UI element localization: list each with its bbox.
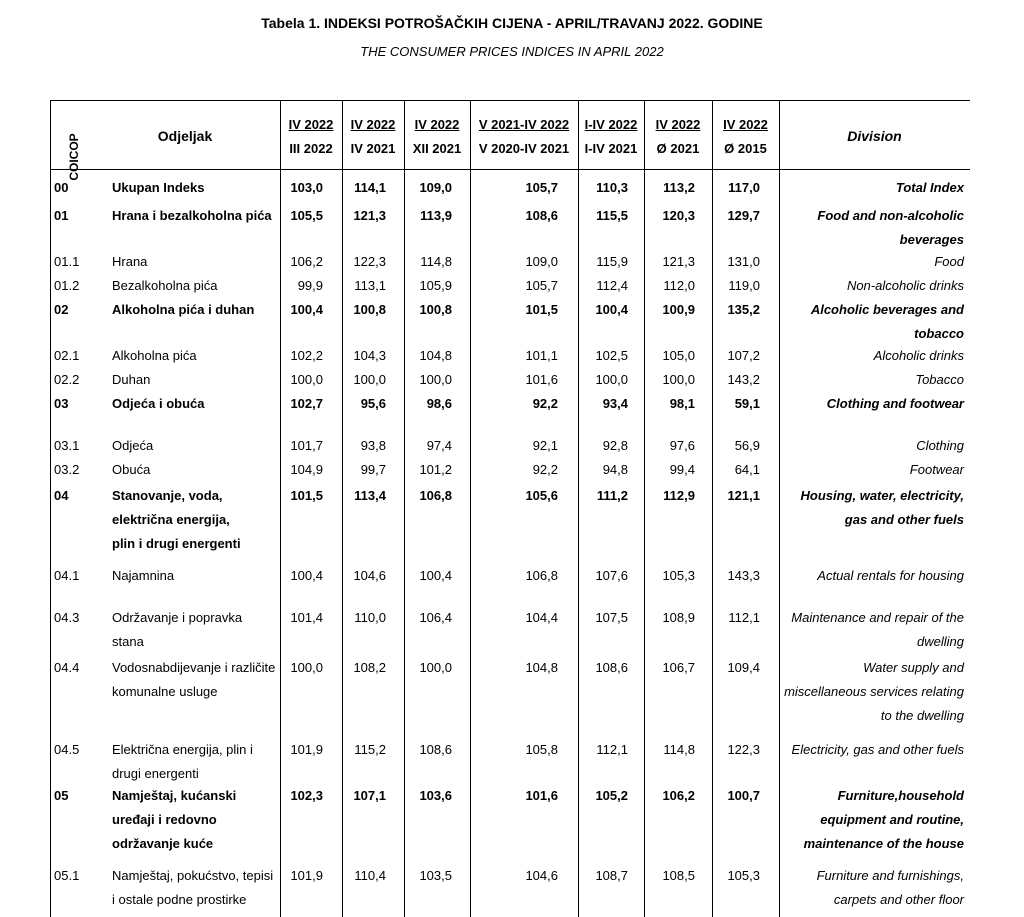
- row-value: 100,0: [419, 660, 452, 675]
- row-division: maintenance of the house: [803, 836, 964, 851]
- row-value: 113,1: [354, 278, 386, 293]
- row-value: 100,4: [290, 302, 323, 317]
- row-value: 103,6: [419, 788, 452, 803]
- row-name: Hrana i bezalkoholna pića: [112, 208, 272, 223]
- row-value: 114,8: [663, 742, 695, 757]
- row-code: 05.1: [54, 868, 80, 883]
- col-header-top: IV 2022: [350, 117, 396, 132]
- row-value: 105,9: [419, 278, 452, 293]
- row-name: Bezalkoholna pića: [112, 278, 218, 293]
- row-value: 106,4: [419, 610, 452, 625]
- cpi-table: [50, 100, 970, 917]
- col-header-bottom: V 2020-IV 2021: [478, 141, 570, 156]
- row-value: 106,8: [419, 488, 452, 503]
- row-code: 02: [54, 302, 69, 317]
- row-code: 02.2: [54, 372, 80, 387]
- row-division: dwelling: [917, 634, 964, 649]
- row-code: 04.4: [54, 660, 80, 675]
- row-value: 135,2: [727, 302, 760, 317]
- row-value: 107,5: [595, 610, 628, 625]
- row-value: 99,9: [297, 278, 323, 293]
- row-name: Hrana: [112, 254, 148, 269]
- row-value: 105,7: [525, 278, 558, 293]
- row-division: Maintenance and repair of the: [791, 610, 964, 625]
- col-line: [470, 100, 471, 917]
- row-value: 100,0: [353, 372, 386, 387]
- row-value: 100,8: [419, 302, 452, 317]
- row-name: Održavanje i popravka: [112, 610, 243, 625]
- row-name: Odjeća: [112, 438, 154, 453]
- row-division: Actual rentals for housing: [817, 568, 964, 583]
- row-value: 100,0: [662, 372, 695, 387]
- row-division: Food: [934, 254, 964, 269]
- col-header-bottom: Ø 2015: [724, 141, 767, 156]
- row-name: Obuća: [112, 462, 151, 477]
- row-value: 112,0: [663, 278, 695, 293]
- row-value: 98,1: [669, 396, 695, 411]
- row-value: 104,4: [525, 610, 558, 625]
- row-value: 112,4: [596, 278, 628, 293]
- odjeljak-header: Odjeljak: [157, 128, 213, 144]
- row-value: 100,0: [290, 660, 323, 675]
- row-value: 113,4: [354, 488, 386, 503]
- row-value: 102,5: [595, 348, 628, 363]
- col-header-bottom: I-IV 2021: [584, 141, 638, 156]
- row-name: i ostale podne prostirke: [112, 892, 247, 907]
- row-value: 100,0: [419, 372, 452, 387]
- row-division: to the dwelling: [880, 708, 964, 723]
- row-value: 108,6: [419, 742, 452, 757]
- row-division: Total Index: [895, 180, 964, 195]
- row-name: Odjeća i obuća: [112, 396, 205, 411]
- row-value: 114,8: [420, 254, 452, 269]
- row-value: 106,8: [525, 568, 558, 583]
- row-value: 110,0: [354, 610, 386, 625]
- col-header-top: IV 2022: [655, 117, 701, 132]
- row-value: 100,0: [290, 372, 323, 387]
- table-top-rule: [50, 100, 970, 101]
- row-code: 00: [54, 180, 69, 195]
- row-value: 102,2: [290, 348, 323, 363]
- row-value: 101,4: [290, 610, 323, 625]
- row-value: 112,9: [663, 488, 695, 503]
- row-value: 104,6: [353, 568, 386, 583]
- row-value: 122,3: [727, 742, 760, 757]
- row-value: 105,7: [525, 180, 558, 195]
- row-value: 104,8: [525, 660, 558, 675]
- row-value: 93,8: [360, 438, 386, 453]
- row-value: 113,9: [420, 208, 452, 223]
- row-value: 129,7: [727, 208, 760, 223]
- col-header-top: IV 2022: [723, 117, 768, 132]
- row-value: 121,3: [353, 208, 386, 223]
- row-value: 101,5: [525, 302, 558, 317]
- row-value: 117,0: [728, 180, 760, 195]
- row-value: 110,3: [596, 180, 628, 195]
- row-value: 105,0: [662, 348, 695, 363]
- col-header-bottom: XII 2021: [412, 141, 462, 156]
- row-division: miscellaneous services relating: [784, 684, 964, 699]
- row-division: Furniture and furnishings,: [816, 868, 964, 883]
- row-name: Električna energija, plin i: [112, 742, 253, 757]
- row-code: 04.5: [54, 742, 80, 757]
- row-value: 106,2: [662, 788, 695, 803]
- row-division: Housing, water, electricity,: [800, 488, 964, 503]
- row-name: Ukupan Indeks: [112, 180, 205, 195]
- row-value: 95,6: [360, 396, 386, 411]
- row-name: Namještaj, kućanski: [112, 788, 237, 803]
- row-division: Electricity, gas and other fuels: [791, 742, 964, 757]
- row-value: 111,2: [596, 488, 628, 503]
- row-value: 119,0: [728, 278, 760, 293]
- row-value: 107,1: [353, 788, 386, 803]
- row-value: 99,4: [669, 462, 695, 477]
- row-value: 107,2: [727, 348, 760, 363]
- row-name: Duhan: [112, 372, 151, 387]
- col-header-top: V 2021-IV 2022: [478, 117, 570, 132]
- row-name: održavanje kuće: [112, 836, 214, 851]
- row-name: stana: [112, 634, 144, 649]
- row-code: 01.2: [54, 278, 80, 293]
- col-line: [779, 100, 780, 917]
- row-value: 100,7: [727, 788, 760, 803]
- row-name: plin i drugi energenti: [112, 536, 241, 551]
- row-value: 106,2: [290, 254, 323, 269]
- row-value: 105,2: [595, 788, 628, 803]
- row-value: 131,0: [727, 254, 760, 269]
- row-value: 101,6: [525, 372, 558, 387]
- row-division: Alcoholic beverages and: [810, 302, 964, 317]
- row-value: 100,9: [662, 302, 695, 317]
- row-code: 01: [54, 208, 69, 223]
- row-value: 143,3: [727, 568, 760, 583]
- row-value: 105,6: [525, 488, 558, 503]
- row-value: 100,4: [419, 568, 452, 583]
- row-value: 99,7: [360, 462, 386, 477]
- col-header-bottom: Ø 2021: [656, 141, 700, 156]
- row-value: 109,0: [525, 254, 558, 269]
- col-header-top: IV 2022: [414, 117, 460, 132]
- row-value: 100,8: [353, 302, 386, 317]
- row-code: 03.2: [54, 462, 80, 477]
- row-value: 92,2: [532, 462, 558, 477]
- row-value: 104,6: [525, 868, 558, 883]
- row-value: 107,6: [595, 568, 628, 583]
- row-division: Clothing: [916, 438, 964, 453]
- row-value: 59,1: [734, 396, 760, 411]
- row-value: 100,4: [595, 302, 628, 317]
- row-value: 100,0: [595, 372, 628, 387]
- row-value: 112,1: [728, 610, 760, 625]
- row-value: 121,1: [727, 488, 760, 503]
- row-division: Footwear: [909, 462, 964, 477]
- row-division: tobacco: [914, 326, 964, 341]
- row-code: 05: [54, 788, 69, 803]
- row-value: 105,5: [290, 208, 323, 223]
- row-code: 01.1: [54, 254, 80, 269]
- row-value: 92,8: [602, 438, 628, 453]
- col-header-top: IV 2022: [288, 117, 334, 132]
- row-value: 103,5: [419, 868, 452, 883]
- row-value: 64,1: [734, 462, 760, 477]
- table-subtitle: THE CONSUMER PRICES INDICES IN APRIL 2022: [360, 44, 664, 59]
- row-name: električna energija,: [112, 512, 230, 527]
- row-value: 101,2: [419, 462, 452, 477]
- row-division: equipment and routine,: [820, 812, 964, 827]
- row-value: 101,7: [290, 438, 323, 453]
- row-division: gas and other fuels: [844, 512, 964, 527]
- row-name: Stanovanje, voda,: [112, 488, 223, 503]
- row-code: 02.1: [54, 348, 80, 363]
- row-value: 102,7: [290, 396, 323, 411]
- division-header: Division: [847, 128, 902, 144]
- row-value: 108,5: [662, 868, 695, 883]
- row-value: 101,1: [525, 348, 558, 363]
- row-value: 105,8: [525, 742, 558, 757]
- row-value: 94,8: [602, 462, 628, 477]
- row-value: 108,2: [353, 660, 386, 675]
- row-value: 93,4: [602, 396, 628, 411]
- row-code: 04.3: [54, 610, 80, 625]
- row-value: 106,7: [662, 660, 695, 675]
- row-division: Non-alcoholic drinks: [846, 278, 964, 293]
- row-value: 103,0: [290, 180, 323, 195]
- row-code: 03.1: [54, 438, 80, 453]
- row-name: Alkoholna pića i duhan: [112, 302, 255, 317]
- row-value: 105,3: [662, 568, 695, 583]
- row-division: Tobacco: [915, 372, 964, 387]
- col-header-bottom: III 2022: [289, 141, 333, 156]
- row-value: 120,3: [662, 208, 695, 223]
- row-value: 101,9: [290, 868, 323, 883]
- row-value: 104,9: [290, 462, 323, 477]
- col-line: [50, 100, 51, 917]
- col-header-top: I-IV 2022: [584, 117, 638, 132]
- row-value: 108,6: [525, 208, 558, 223]
- col-header-bottom: IV 2021: [350, 141, 396, 156]
- table-title: Tabela 1. INDEKSI POTROŠAČKIH CIJENA - APRIL/TRAVANJ 2022. GODINE: [261, 15, 763, 31]
- row-value: 92,2: [532, 396, 558, 411]
- row-division: Alcoholic drinks: [873, 348, 964, 363]
- row-value: 98,6: [426, 396, 452, 411]
- row-value: 97,4: [426, 438, 452, 453]
- row-name: Najamnina: [112, 568, 175, 583]
- row-value: 113,2: [663, 180, 695, 195]
- row-name: Alkoholna pića: [112, 348, 197, 363]
- row-value: 109,4: [727, 660, 760, 675]
- row-name: Namještaj, pokućstvo, tepisi: [112, 868, 274, 883]
- row-value: 108,9: [662, 610, 695, 625]
- row-name: drugi energenti: [112, 766, 199, 781]
- row-code: 04.1: [54, 568, 80, 583]
- row-value: 121,3: [662, 254, 695, 269]
- row-value: 108,7: [595, 868, 628, 883]
- row-division: beverages: [899, 232, 964, 247]
- row-value: 110,4: [354, 868, 386, 883]
- row-division: Food and non-alcoholic: [817, 208, 964, 223]
- row-division: carpets and other floor: [833, 892, 964, 907]
- row-value: 114,1: [354, 180, 386, 195]
- row-value: 92,1: [532, 438, 558, 453]
- row-division: Furniture,household: [837, 788, 964, 803]
- row-value: 109,0: [419, 180, 452, 195]
- row-value: 101,6: [525, 788, 558, 803]
- row-value: 112,1: [596, 742, 628, 757]
- row-value: 101,5: [290, 488, 323, 503]
- row-value: 100,4: [290, 568, 323, 583]
- row-value: 115,2: [354, 742, 386, 757]
- row-value: 115,9: [596, 254, 628, 269]
- row-value: 143,2: [727, 372, 760, 387]
- row-code: 04: [54, 488, 69, 503]
- row-value: 97,6: [669, 438, 695, 453]
- row-value: 108,6: [595, 660, 628, 675]
- row-value: 105,3: [727, 868, 760, 883]
- coicop-header: COICOP: [67, 133, 81, 181]
- row-value: 104,8: [419, 348, 452, 363]
- row-value: 122,3: [353, 254, 386, 269]
- row-value: 102,3: [290, 788, 323, 803]
- row-code: 03: [54, 396, 69, 411]
- row-division: Water supply and: [863, 660, 964, 675]
- row-name: Vodosnabdijevanje i različite: [112, 660, 276, 675]
- header-bottom-rule: [50, 169, 970, 170]
- row-value: 101,9: [290, 742, 323, 757]
- row-value: 115,5: [596, 208, 628, 223]
- row-name: uređaji i redovno: [112, 812, 217, 827]
- row-value: 56,9: [734, 438, 760, 453]
- row-value: 104,3: [353, 348, 386, 363]
- row-division: Clothing and footwear: [826, 396, 964, 411]
- row-name: komunalne usluge: [112, 684, 218, 699]
